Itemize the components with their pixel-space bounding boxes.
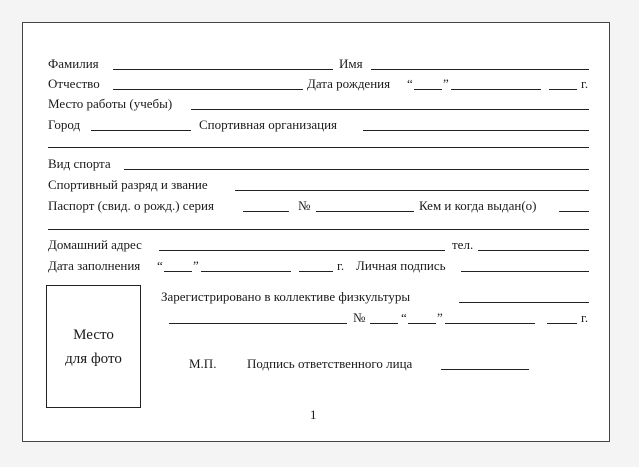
photo-line1: Место (73, 326, 114, 343)
name-field[interactable] (371, 69, 589, 70)
surname-label: Фамилия (48, 56, 99, 71)
patronymic-label: Отчество (48, 76, 100, 91)
signature-label: Личная подпись (356, 258, 446, 273)
registered-continued-field[interactable] (169, 323, 347, 324)
registration-number-sign: № (353, 310, 366, 325)
registration-number-field[interactable] (370, 323, 398, 324)
reg-quote-close: ” (437, 310, 443, 325)
fill-day-field[interactable] (164, 271, 192, 272)
city-label: Город (48, 117, 81, 132)
phone-label: тел. (452, 237, 474, 252)
rank-field[interactable] (235, 190, 589, 191)
birth-month-field[interactable] (451, 89, 541, 90)
rank-label: Спортивный разряд и звание (48, 177, 208, 192)
reg-year-field[interactable] (547, 323, 577, 324)
reg-month-field[interactable] (445, 323, 535, 324)
stamp-label: М.П. (189, 356, 217, 371)
reg-year-abbr: г. (581, 310, 589, 325)
issued-label: Кем и когда выдан(о) (419, 198, 537, 213)
passport-number-sign: № (298, 198, 311, 213)
passport-label: Паспорт (свид. о рожд.) серия (48, 198, 214, 213)
surname-field[interactable] (113, 69, 333, 70)
page-number: 1 (310, 407, 317, 422)
sport-org-label: Спортивная организация (199, 117, 338, 132)
sport-kind-field[interactable] (124, 169, 589, 170)
fill-year-field[interactable] (299, 271, 333, 272)
responsible-sign-field[interactable] (441, 369, 529, 370)
address-label: Домашний адрес (48, 237, 142, 252)
birth-year-abbr: г. (581, 76, 589, 91)
fill-quote-open: “ (157, 258, 163, 273)
workplace-field[interactable] (191, 109, 589, 110)
registered-field[interactable] (459, 302, 589, 303)
workplace-label: Место работы (учебы) (48, 96, 173, 111)
name-label: Имя (339, 56, 363, 71)
birth-year-field[interactable] (549, 89, 577, 90)
phone-field[interactable] (478, 250, 589, 251)
fill-year-abbr: г. (337, 258, 345, 273)
birth-quote-open: “ (407, 76, 413, 91)
photo-box[interactable] (46, 285, 141, 408)
reg-day-field[interactable] (408, 323, 436, 324)
fill-quote-close: ” (193, 258, 199, 273)
fill-month-field[interactable] (201, 271, 291, 272)
sport-org-continued-field[interactable] (48, 147, 589, 148)
birth-date-label: Дата рождения (307, 76, 391, 91)
patronymic-field[interactable] (113, 89, 303, 90)
passport-series-field[interactable] (243, 211, 289, 212)
responsible-sign-label: Подпись ответственного лица (247, 356, 413, 371)
signature-field[interactable] (461, 271, 589, 272)
registered-label: Зарегистрировано в коллективе физкультуры (161, 289, 411, 304)
reg-quote-open: “ (401, 310, 407, 325)
address-field[interactable] (159, 250, 445, 251)
issued-field[interactable] (559, 211, 589, 212)
birth-quote-close: ” (443, 76, 449, 91)
fill-date-label: Дата заполнения (48, 258, 141, 273)
passport-number-field[interactable] (316, 211, 414, 212)
city-field[interactable] (91, 130, 191, 131)
photo-line2: для фото (65, 350, 122, 367)
sport-kind-label: Вид спорта (48, 156, 111, 171)
registration-card (22, 22, 610, 442)
sport-org-field[interactable] (363, 130, 589, 131)
issued-continued-field[interactable] (48, 229, 589, 230)
birth-day-field[interactable] (414, 89, 442, 90)
